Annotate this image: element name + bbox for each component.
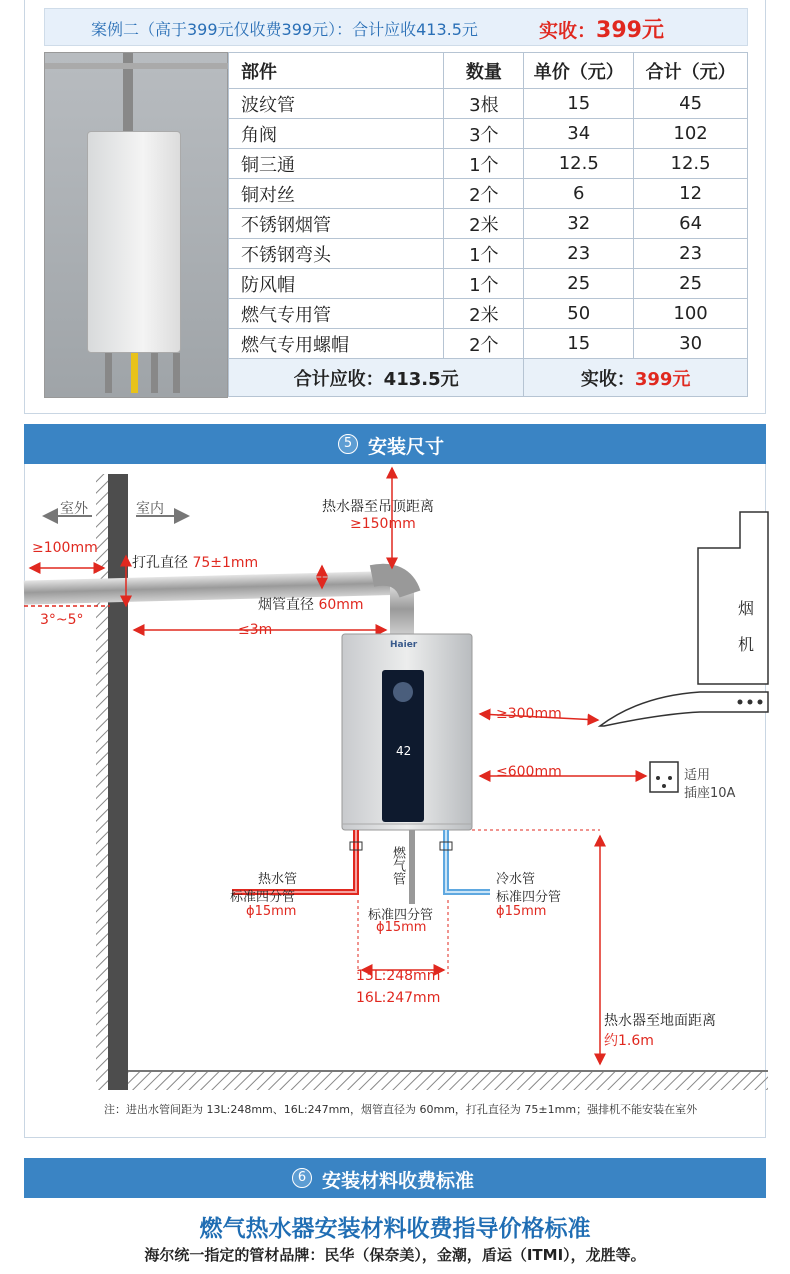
parts-table [228, 52, 748, 397]
table-cell: 25 [634, 269, 748, 299]
table-row [229, 239, 748, 269]
hot-pipe-size: ϕ15mm [246, 904, 297, 919]
table-cell: 102 [634, 119, 748, 149]
table-cell: 不锈钢弯头 [229, 239, 444, 269]
slope-value: 3°~5° [40, 612, 84, 628]
table-cell: 23 [524, 239, 634, 269]
table-cell: 1个 [444, 149, 524, 179]
table-cell: 波纹管 [229, 89, 444, 119]
heater-display: 42 [396, 744, 412, 758]
table-row [229, 179, 748, 209]
gas-pipe-std: 标准四分管 [368, 908, 434, 923]
table-cell: 12.5 [524, 149, 634, 179]
materials-brands: 海尔统一指定的管材品牌：民华（保奈美），金潮，盾运（ITMI），龙胜等。 [144, 1246, 646, 1264]
table-cell: 23 [634, 239, 748, 269]
table-cell: 100 [634, 299, 748, 329]
gas-pipe-label: 燃气管 [390, 846, 405, 885]
floor-distance-label: 热水器至地面距离 [604, 1013, 716, 1029]
table-cell: 3个 [444, 119, 524, 149]
case-paid: 实收：399元 [539, 18, 664, 43]
socket-label-1: 适用 [684, 768, 711, 783]
table-cell: 铜对丝 [229, 179, 444, 209]
table-cell: 2个 [444, 329, 524, 359]
total-paid: 实收：399元 [524, 359, 748, 397]
table-cell: 15 [524, 329, 634, 359]
table-cell: 45 [634, 89, 748, 119]
table-cell: 2米 [444, 299, 524, 329]
spacing-13l: 13L:248mm [356, 968, 441, 984]
table-cell: 2米 [444, 209, 524, 239]
installation-diagram [0, 464, 790, 1104]
table-cell: 15 [524, 89, 634, 119]
ceiling-distance-label: 热水器至吊顶距离 [322, 499, 434, 515]
table-cell: 12.5 [634, 149, 748, 179]
flue-diameter: 烟管直径 60mm [258, 597, 364, 613]
cold-pipe-label: 冷水管 [496, 872, 536, 887]
install-title-bar [24, 424, 766, 464]
table-cell: 燃气专用管 [229, 299, 444, 329]
ceiling-distance-value: ≥150mm [350, 516, 416, 532]
table-row [229, 269, 748, 299]
table-cell: 1个 [444, 269, 524, 299]
gas-pipe-size: ϕ15mm [376, 920, 427, 935]
table-cell: 25 [524, 269, 634, 299]
table-cell: 32 [524, 209, 634, 239]
table-cell: 1个 [444, 239, 524, 269]
section-number: 5 [338, 434, 358, 454]
materials-heading: 燃气热水器安装材料收费指导价格标准 [199, 1216, 591, 1242]
table-row [229, 209, 748, 239]
column-header: 数量 [444, 53, 524, 89]
total-due: 合计应收：413.5元 [229, 359, 524, 397]
heater-brand: Haier [390, 640, 418, 650]
install-note: 注：进出水管间距为 13L:248mm、16L:247mm，烟管直径为 60mm，打孔直径为 75±1mm；强排机不能安装在室外 [104, 1103, 698, 1116]
section-title: 安装材料收费标准 [322, 1170, 475, 1192]
table-cell: 2个 [444, 179, 524, 209]
table-cell: 铜三通 [229, 149, 444, 179]
table-cell: 50 [524, 299, 634, 329]
table-row [229, 149, 748, 179]
hole-diameter: 打孔直径 75±1mm [132, 555, 259, 571]
column-header: 部件 [229, 53, 444, 89]
table-cell: 角阀 [229, 119, 444, 149]
outside-length-value: ≥100mm [32, 540, 98, 556]
column-header: 单价（元） [524, 53, 634, 89]
table-header-row [229, 53, 748, 89]
table-cell: 防风帽 [229, 269, 444, 299]
table-cell: 燃气专用螺帽 [229, 329, 444, 359]
table-row [229, 299, 748, 329]
heater-photo [44, 52, 228, 398]
section-title: 安装尺寸 [368, 436, 445, 458]
table-row [229, 119, 748, 149]
hot-pipe-label: 热水管 [258, 872, 298, 887]
indoor-label: 室内 [136, 501, 164, 517]
socket-label-2: 插座10A [684, 786, 736, 801]
case-header [44, 8, 748, 46]
table-total-row [229, 359, 748, 397]
table-cell: 12 [634, 179, 748, 209]
hood-distance-value: ≥300mm [496, 706, 562, 722]
column-header: 合计（元） [634, 53, 748, 89]
socket-distance-value: ≤600mm [496, 764, 562, 780]
table-cell: 不锈钢烟管 [229, 209, 444, 239]
materials-title-bar [24, 1158, 766, 1198]
table-cell: 3根 [444, 89, 524, 119]
outdoor-label: 室外 [60, 501, 88, 517]
cold-pipe-size: ϕ15mm [496, 904, 547, 919]
pipe-length-value: ≤3m [238, 622, 273, 638]
cold-pipe-std: 标准四分管 [496, 890, 562, 905]
table-cell: 6 [524, 179, 634, 209]
hood-label-2: 机 [738, 635, 755, 654]
table-row [229, 89, 748, 119]
hood-label-1: 烟 [738, 599, 755, 618]
floor-distance-value: 约1.6m [604, 1033, 654, 1049]
spacing-16l: 16L:247mm [356, 990, 441, 1006]
table-cell: 64 [634, 209, 748, 239]
section-number: 6 [292, 1168, 312, 1188]
hot-pipe-std: 标准四分管 [230, 890, 296, 905]
table-cell: 34 [524, 119, 634, 149]
case-header-text: 案例二（高于399元仅收费399元）：合计应收413.5元 [91, 20, 478, 39]
table-row [229, 329, 748, 359]
table-cell: 30 [634, 329, 748, 359]
